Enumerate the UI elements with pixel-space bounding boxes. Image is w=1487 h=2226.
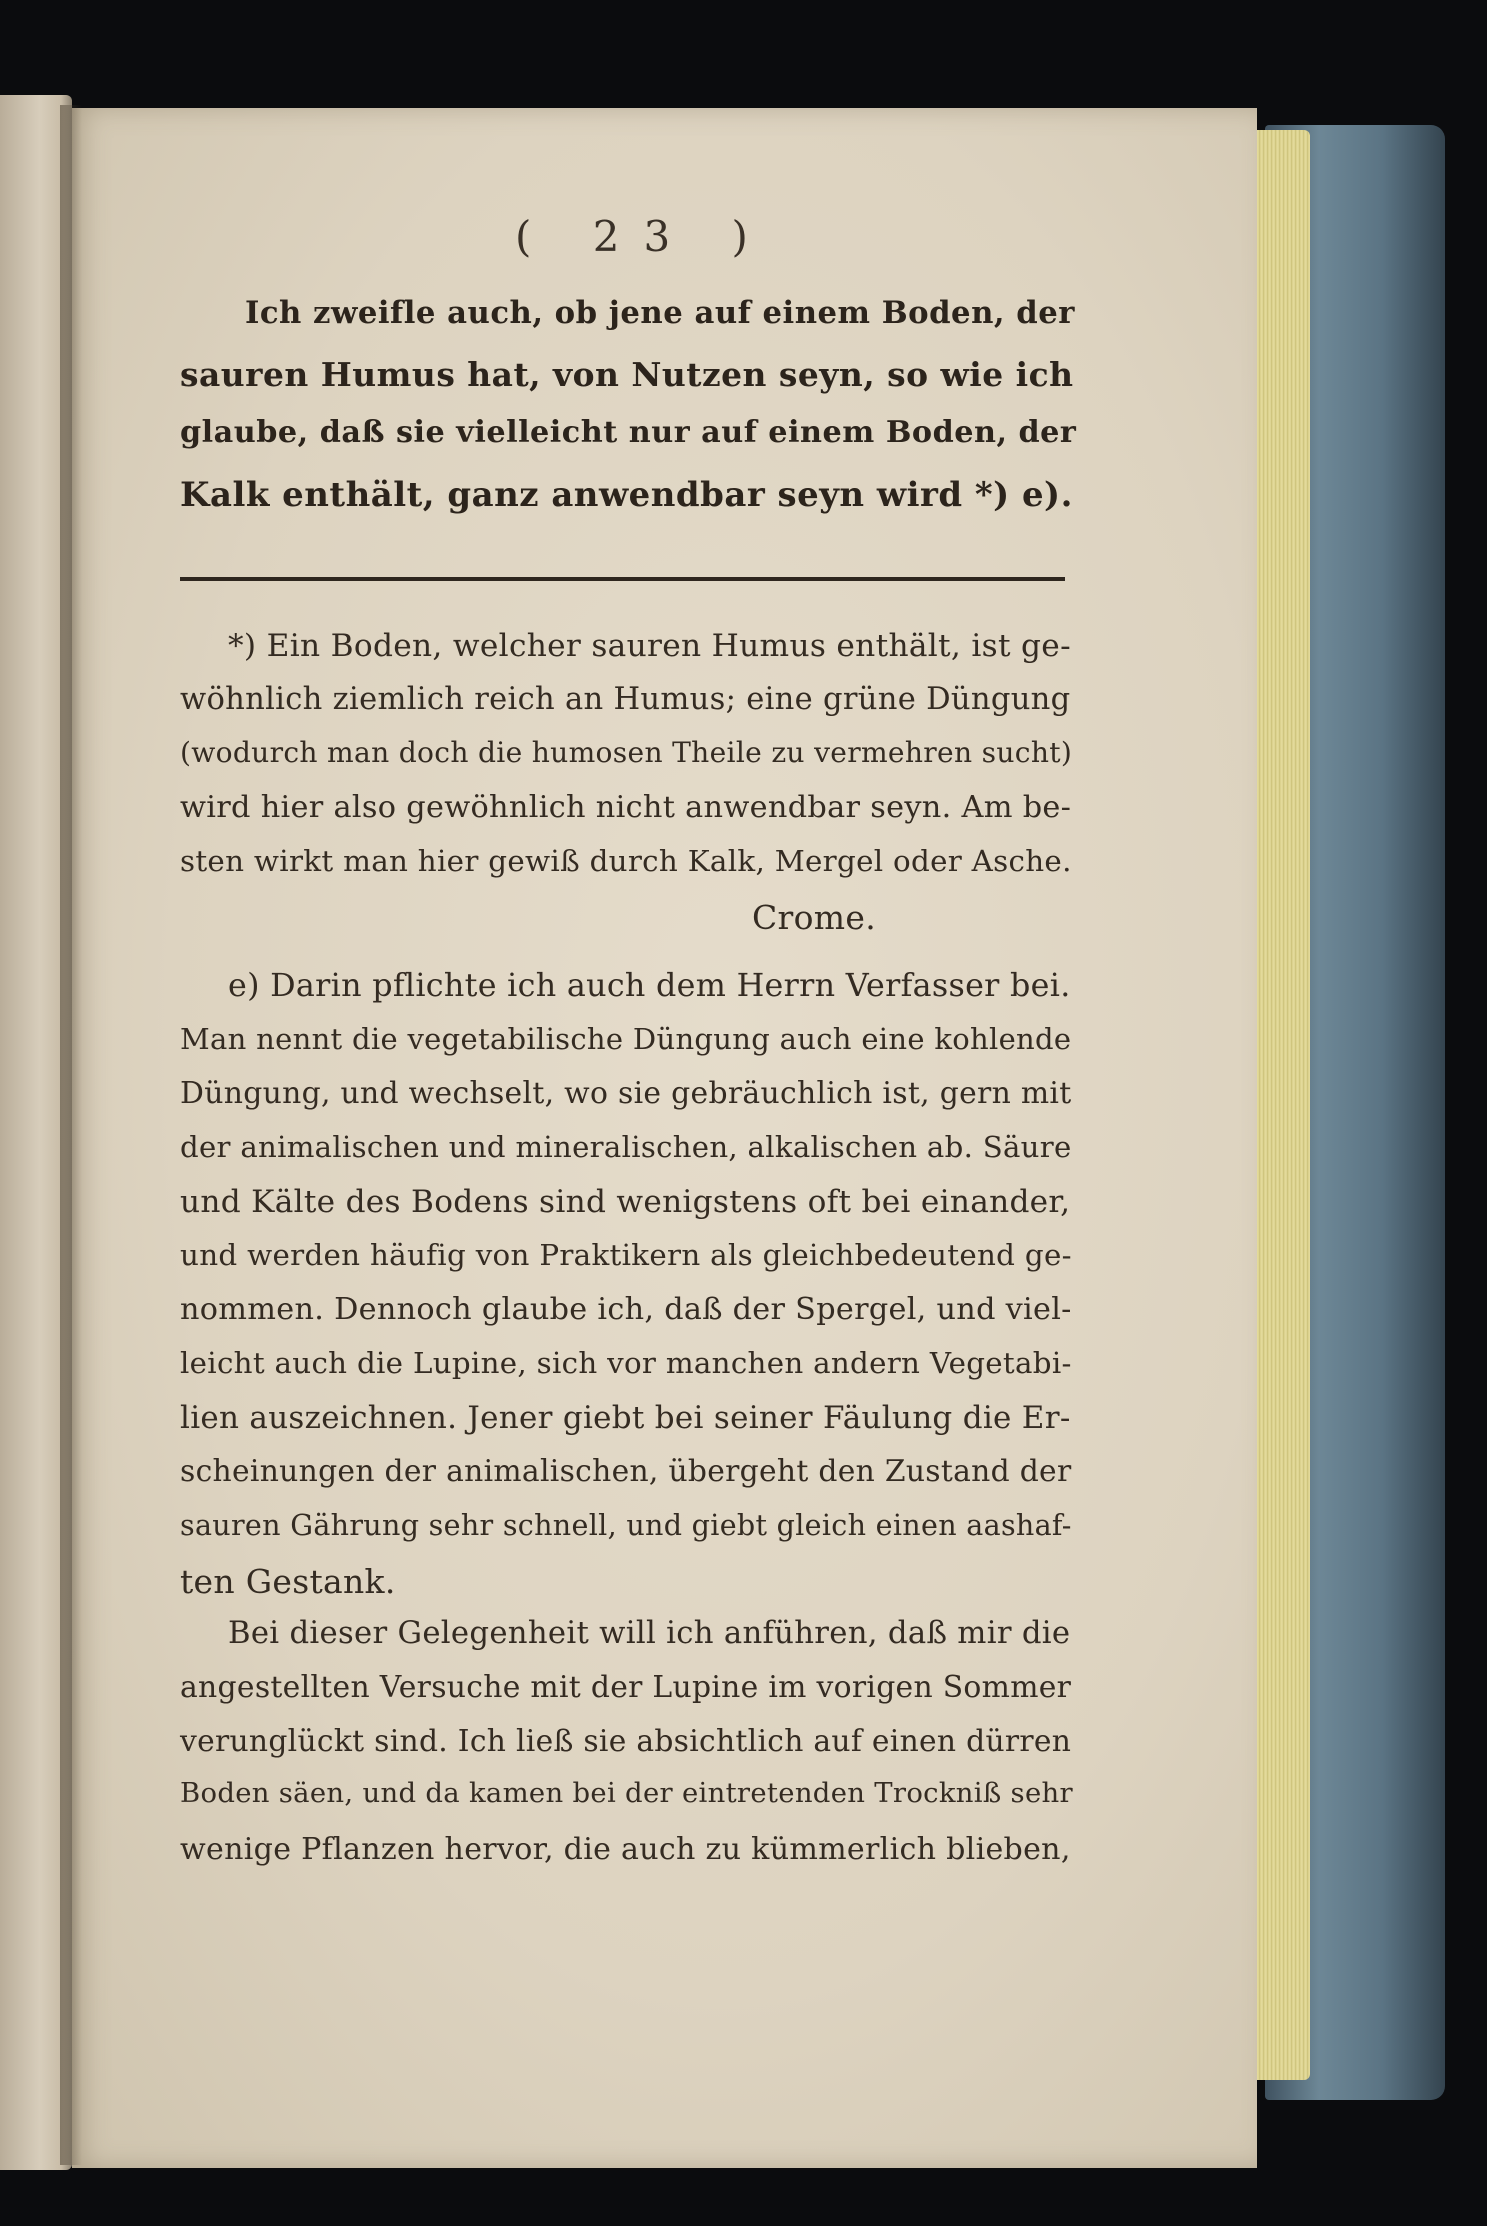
footnote-e-continued-line: Boden säen, und da kamen bei der eintretenden Trockniß sehr [180, 1778, 1073, 1809]
main-text-line: Kalk enthält, ganz anwendbar seyn wird *) e). [180, 475, 1073, 515]
footnote-e-line: e) Darin pflichte ich auch dem Herrn Verfasser bei. [228, 968, 1071, 1004]
footnote-e-line: leicht auch die Lupine, sich vor manchen andern Vegetabi- [180, 1346, 1072, 1380]
footnote-e-line: lien auszeichnen. Jener giebt bei seiner Fäulung die Er- [180, 1400, 1071, 1436]
footnote-e-line: sauren Gährung sehr schnell, und giebt gleich einen aashaf- [180, 1508, 1072, 1542]
main-text-line: glaube, daß sie vielleicht nur auf einem Boden, der [180, 415, 1077, 450]
footnote-e-line: der animalischen und mineralischen, alkalischen ab. Säure [180, 1130, 1072, 1164]
footnote-e-continued-line: verunglückt sind. Ich ließ sie absichtlich auf einen dürren [180, 1724, 1072, 1759]
book-spine-shadow [60, 105, 82, 2165]
main-text-line: Ich zweifle auch, ob jene auf einem Boden, der [245, 295, 1075, 331]
footnote-e-line: Düngung, und wechselt, wo sie gebräuchlich ist, gern mit [180, 1076, 1072, 1111]
footnote-e-continued-line: angestellten Versuche mit der Lupine im vorigen Sommer [180, 1670, 1072, 1705]
footnote-star-line: wöhnlich ziemlich reich an Humus; eine grüne Düngung [180, 682, 1071, 717]
footnote-star-signature: Crome. [752, 898, 877, 937]
footnote-e-line: ten Gestank. [180, 1562, 396, 1601]
footnote-e-line: nommen. Dennoch glaube ich, daß der Spergel, und viel- [180, 1292, 1072, 1327]
page-number: ( 23 ) [515, 212, 772, 261]
footnote-star-line: wird hier also gewöhnlich nicht anwendbar seyn. Am be- [180, 790, 1072, 825]
footnote-e-line: und Kälte des Bodens sind wenigstens oft bei einander, [180, 1184, 1071, 1220]
footnote-e-line: scheinungen der animalischen, übergeht den Zustand der [180, 1454, 1072, 1489]
footnote-rule [180, 577, 1065, 581]
main-text-line: sauren Humus hat, von Nutzen seyn, so wie ich [180, 355, 1074, 394]
footnote-star-line: *) Ein Boden, welcher sauren Humus enthält, ist ge- [228, 628, 1071, 664]
footnote-star-line: (wodurch man doch die humosen Theile zu vermehren sucht) [180, 736, 1073, 769]
footnote-e-line: und werden häufig von Praktikern als gleichbedeutend ge- [180, 1238, 1072, 1272]
footnote-e-line: Man nennt die vegetabilische Düngung auch eine kohlende [180, 1022, 1072, 1056]
footnote-e-continued-line: Bei dieser Gelegenheit will ich anführen, daß mir die [228, 1616, 1071, 1651]
footnote-e-continued-line: wenige Pflanzen hervor, die auch zu kümmerlich blieben, [180, 1832, 1071, 1867]
footnote-star-line: sten wirkt man hier gewiß durch Kalk, Mergel oder Asche. [180, 844, 1072, 878]
